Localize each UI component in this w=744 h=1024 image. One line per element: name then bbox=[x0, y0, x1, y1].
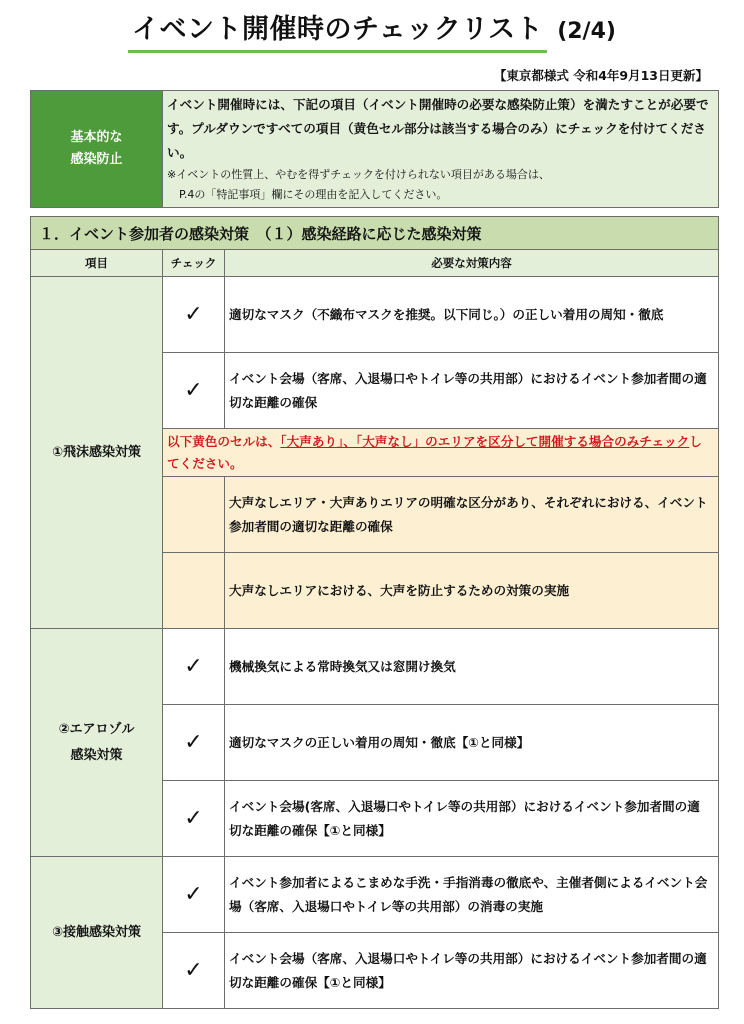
check-cell[interactable]: ✓ bbox=[163, 857, 225, 933]
intro-label-line2: 感染防止 bbox=[70, 152, 123, 167]
check-cell[interactable]: ✓ bbox=[163, 933, 225, 1009]
measure-text: 適切なマスクの正しい着用の周知・徹底【①と同様】 bbox=[225, 705, 719, 781]
col-header-measure: 必要な対策内容 bbox=[225, 250, 719, 277]
measure-text: イベント参加者によるこまめな手洗・手指消毒の徹底や、主催者側によるイベント会場（客席、入退場口やトイレ等の共用部）の消毒の実施 bbox=[225, 857, 719, 933]
page-number: (2/4) bbox=[557, 19, 616, 44]
intro-note-line1: ※イベントの性質上、やむを得ずチェックを付けられない項目がある場合は、 bbox=[167, 168, 550, 181]
notice-highlight: 「大声あり」、「大声なし」のエリアを区分して開催する場合のみチェック bbox=[280, 433, 690, 449]
category-droplet: ①飛沫感染対策 bbox=[31, 277, 163, 629]
category-contact: ③接触感染対策 bbox=[31, 857, 163, 1009]
measure-text: 機械換気による常時換気又は窓開け換気 bbox=[225, 629, 719, 705]
category-aerosol bbox=[31, 629, 163, 857]
title-area bbox=[0, 12, 744, 53]
notice-prefix: 以下黄色のセルは、 bbox=[167, 433, 281, 449]
intro-body bbox=[163, 91, 719, 208]
notice-suffix: してください。 bbox=[167, 433, 702, 471]
check-cell[interactable]: ✓ bbox=[163, 705, 225, 781]
measure-text: 大声なしエリアにおける、大声を防止するための対策の実施 bbox=[225, 553, 719, 629]
category-aerosol-line1: ②エアロゾル bbox=[58, 721, 135, 737]
check-cell[interactable]: ✓ bbox=[163, 277, 225, 353]
measure-text: イベント会場（客席、入退場口やトイレ等の共用部）におけるイベント参加者間の適切な距離の確保 bbox=[225, 353, 719, 429]
col-header-item: 項目 bbox=[31, 250, 163, 277]
check-cell[interactable]: ✓ bbox=[163, 629, 225, 705]
measure-text: 大声なしエリア・大声ありエリアの明確な区分があり、それぞれにおける、イベント参加者間の適切な距離の確保 bbox=[225, 477, 719, 553]
measure-text: イベント会場(客席、入退場口やトイレ等の共用部）におけるイベント参加者間の適切な距離の確保【①と同様】 bbox=[225, 781, 719, 857]
page-title: イベント開催時のチェックリスト bbox=[128, 12, 547, 53]
category-aerosol-line2: 感染対策 bbox=[70, 747, 123, 763]
intro-label-line1: 基本的な bbox=[70, 130, 123, 145]
intro-label bbox=[31, 91, 163, 208]
section-title: １．イベント参加者の感染対策 （１）感染経路に応じた感染対策 bbox=[31, 217, 719, 250]
intro-table bbox=[30, 90, 719, 208]
measure-text: イベント会場（客席、入退場口やトイレ等の共用部）におけるイベント参加者間の適切な距離の確保【①と同様】 bbox=[225, 933, 719, 1009]
col-header-check: チェック bbox=[163, 250, 225, 277]
checklist-table bbox=[30, 216, 719, 1009]
measure-text: 適切なマスク（不織布マスクを推奨。以下同じ。）の正しい着用の周知・徹底 bbox=[225, 277, 719, 353]
check-cell[interactable]: ✓ bbox=[163, 781, 225, 857]
updated-date: 【東京都様式 令和4年9月13日更新】 bbox=[493, 68, 708, 83]
check-cell-optional[interactable] bbox=[163, 477, 225, 553]
intro-note-line2: P.4の「特記事項」欄にその理由を記入してください。 bbox=[179, 188, 448, 201]
check-cell-optional[interactable] bbox=[163, 553, 225, 629]
check-cell[interactable]: ✓ bbox=[163, 353, 225, 429]
yellow-notice bbox=[163, 429, 719, 477]
intro-text: イベント開催時には、下記の項目（イベント開催時の必要な感染防止策）を満たすことが必要です。プルダウンですべての項目（黄色セル部分は該当する場合のみ）にチェックを付けてください。 bbox=[167, 97, 709, 160]
